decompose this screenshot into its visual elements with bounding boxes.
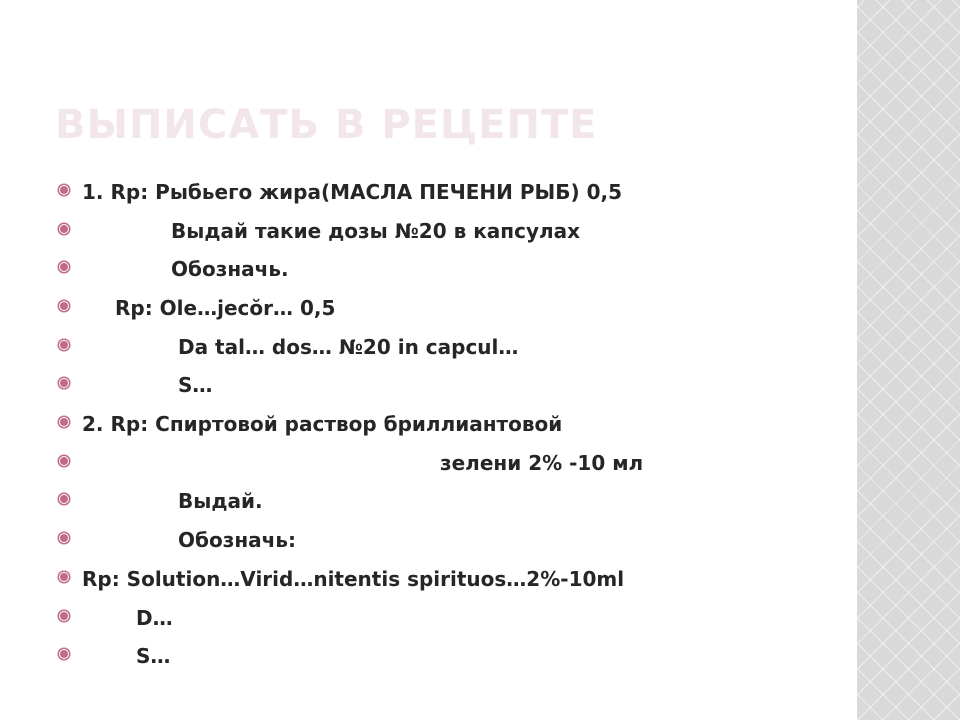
list-item: [0, 644, 857, 674]
bullet-icon: [60, 379, 68, 387]
list-item-text: Выдай такие дозы №20 в капсулах: [171, 219, 581, 243]
list-item-text: Rp: Solution…Virid…nitentis spirituos…2%-10ml: [82, 567, 625, 591]
list-item: [0, 606, 857, 636]
bullet-icon: [60, 495, 68, 503]
list-item-text: Обозначь.: [171, 257, 289, 281]
list-item-text: Выдай.: [178, 489, 263, 513]
bullet-icon: [60, 263, 68, 271]
list-item: [0, 489, 857, 519]
bullet-icon: [60, 650, 68, 658]
bullet-icon: [60, 302, 68, 310]
bullet-icon: [60, 418, 68, 426]
decorative-side-panel: [857, 0, 960, 720]
list-item-text: Da tal… dos… №20 in capcul…: [178, 335, 519, 359]
list-item: [0, 412, 857, 442]
list-item: [0, 567, 857, 597]
list-item: [0, 219, 857, 249]
bullet-icon: [60, 534, 68, 542]
list-item-text: Rp: Ole…jecŏr… 0,5: [115, 296, 336, 320]
list-item: [0, 296, 857, 326]
bullet-icon: [60, 457, 68, 465]
bullet-icon: [60, 573, 68, 581]
list-item: [0, 451, 857, 481]
list-item-text: D…: [136, 606, 173, 630]
list-item-text: 1. Rp: Рыбьего жира(МАСЛА ПЕЧЕНИ РЫБ) 0,5: [82, 180, 623, 204]
list-item: [0, 528, 857, 558]
bullet-icon: [60, 341, 68, 349]
list-item: [0, 373, 857, 403]
list-item: [0, 335, 857, 365]
bullet-icon: [60, 612, 68, 620]
list-item: [0, 180, 857, 210]
list-item-text: S…: [136, 644, 171, 668]
bullet-icon: [60, 225, 68, 233]
list-item-text: 2. Rp: Спиртовой раствор бриллиантовой: [82, 412, 563, 436]
list-item: [0, 257, 857, 287]
list-item-text: S…: [178, 373, 213, 397]
slide-title: ВЫПИСАТЬ В РЕЦЕПТЕ: [55, 102, 598, 148]
list-item-text: Обозначь:: [178, 528, 297, 552]
bullet-icon: [60, 186, 68, 194]
list-item-text: зелени 2% -10 мл: [440, 451, 644, 475]
